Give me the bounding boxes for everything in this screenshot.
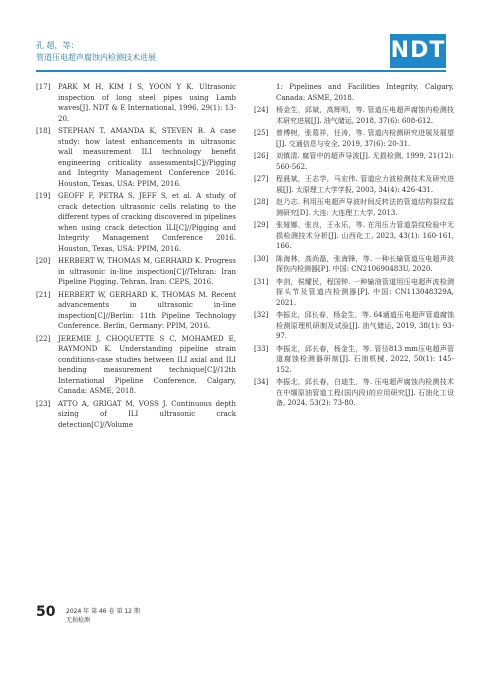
reference-text: 陈海林，高尚磊，张海锋，等. 一种长输管道压电超声波探伤内检测器[P]. 中国: CN210690483U, 2020.: [276, 254, 454, 273]
reference-number: [26]: [254, 152, 269, 160]
reference-text: HERBERT W, THOMAS M, GERHARD K. Progress in ultrasonic in-line inspection[C]//Tehran: Iran Pipeline Pigging. Tehran, Iran: CEPS, 2016.: [58, 257, 236, 286]
reference-text: 杨金生，邱斌，高辉明，等. 管道压电超声腐蚀内检测技术研究进展[J]. 油气储运, 2018, 37(6): 608-612.: [276, 106, 454, 125]
reference-item: [254, 277, 454, 309]
reference-number: [27]: [254, 175, 269, 183]
reference-number: [29]: [254, 221, 269, 229]
reference-text: 程晨斌，王志学，马宏伟. 管道应力波检测技术及研究进展[J]. 太原理工大学学报, 2003, 34(4): 426-431.: [276, 175, 454, 194]
reference-number: [18]: [36, 127, 51, 135]
reference-item: [36, 191, 236, 254]
reference-item: [36, 126, 236, 189]
reference-text: 李剑，侯耀民，程国钟. 一种输油管道用压电超声波检测探头节及管道内检测器[P]. 中国: CN113048329A, 2021.: [276, 277, 454, 307]
header-authors: 孔 超，等：: [36, 41, 79, 50]
reference-text: PARK M H, KIM I S, YOON Y K. Ultrasonic inspection of long steel pipes using Lamb waves[J]. NDT & E International, 1996, 29(1): 13-20.: [58, 83, 236, 123]
reference-item: [254, 377, 454, 409]
journal-logo: NDT: [390, 34, 446, 68]
reference-item: [254, 254, 454, 275]
issue-info: 2024 年 第 46 卷 第 12 期: [66, 608, 140, 615]
reference-text: HERBERT W, GERHARD K, THOMAS M. Recent advancements in ultrasonic in-line inspection[C]//Berlin: 11th Pipeline Technology Conference. Berlin, Germany: PPIM, 2016.: [58, 290, 236, 330]
reference-text: 李振北，邱长春，杨金生，等. 管径813 mm压电超声管道腐蚀检测器研制[J]. 石油机械, 2022, 50(1): 145-152.: [276, 344, 454, 374]
reference-item: [254, 197, 454, 218]
reference-text: GEOFF F, PETRA S, JEFF S, et al. A study of crack detection ultrasonic cells relating to the different types of cracking discovered in pipelines when using crack detection ILI[C]//Pigging and Integrity Management Conference 2016. Houston, Texas, USA: PPIM, 2016.: [58, 192, 236, 253]
page-footer: [36, 604, 236, 644]
reference-text: 刘镇清. 腐管中的超声导波[J]. 无损检测, 1999, 21(12): 560-562.: [276, 152, 454, 171]
page-number: 50: [36, 604, 56, 620]
reference-number: [30]: [254, 254, 269, 263]
reference-text: STEPHAN T, AMANDA K, STEVEN B. A case study: how latest enhancements in ultrasonic wall measurement ILI technology benefit engineering criticality assessments[C]//Pigging and Integrity Management Conference 2016. Houston, Texas, USA: PPIM, 2016.: [58, 127, 236, 188]
reference-number: [32]: [254, 311, 269, 319]
reference-number: [23]: [36, 399, 51, 408]
reference-item: [36, 82, 236, 124]
reference-text: JEREMIE J, CHOQUETTE S C, MOHAMED E, RAYMOND K. Understanding pipeline strain conditions-case studies between ILI axial and ILI bending measurement technique[C]//12th International Pipeline Conference. Calgary, Canada: ASME, 2018.: [58, 334, 236, 395]
reference-number: [25]: [254, 129, 269, 137]
reference-number: [28]: [254, 198, 269, 206]
reference-text: 李振北，邱长春，杨金生，等. 64通道压电超声管道腐蚀检测原理机研制及试验[J]. 油气储运, 2019, 38(1): 93-97.: [276, 311, 454, 340]
reference-text: ATTO A, GRIGAT M, VOSS J. Continuous depth sizing of ILI ultrasonic crack detection[C]//Volume: [58, 399, 236, 429]
reference-number: [20]: [36, 257, 51, 265]
reference-text: 曾傅树，张葛祥，任涛，等. 管道内检测研究进展及展望[J]. 交通信息与安全, 2019, 37(6): 20-31.: [276, 129, 454, 148]
reference-text: 张娅娜，张良，王永乐，等. 在用压力管道裂纹检验中无损检测技术分析[J]. 山西化工, 2023, 43(1): 160-161, 166.: [276, 221, 454, 250]
reference-item: [36, 399, 236, 431]
header-running-title: 管道压电超声腐蚀内检测技术进展: [36, 53, 156, 62]
reference-text: 赵乃志. 利用压电超声导波时间反转法的管道结构裂纹监测研究[D]. 大连: 大连理工大学, 2013.: [276, 198, 454, 217]
reference-item: [254, 310, 454, 342]
page-header: [36, 34, 446, 70]
reference-continuation: 1: Pipelines and Facilities Integrity. Calgary, Canada: ASME, 2018.: [276, 83, 454, 102]
reference-item: [36, 256, 236, 288]
reference-number: [19]: [36, 192, 51, 200]
reference-text: 李振北，邱长春，白迪生，等. 压电超声腐蚀内检测技术在中缅原油管道工程(国内段)的应用研究[J]. 石油化工设备, 2024, 53(2): 73-80.: [276, 378, 454, 407]
reference-item: [36, 290, 236, 332]
reference-item: [254, 128, 454, 149]
references-left-column: [36, 82, 236, 432]
reference-number: [34]: [254, 378, 269, 386]
reference-item: [254, 174, 454, 195]
reference-item: [254, 151, 454, 172]
reference-item: [254, 344, 454, 376]
journal-name: 无损检测: [66, 617, 91, 624]
reference-number: [22]: [36, 334, 51, 343]
reference-item: [36, 334, 236, 397]
reference-item: [254, 105, 454, 126]
reference-number: [33]: [254, 344, 269, 353]
header-divider: [36, 70, 446, 72]
reference-number: [31]: [254, 277, 269, 286]
references-right-column: [254, 82, 454, 411]
reference-number: [17]: [36, 83, 51, 91]
reference-number: [24]: [254, 106, 269, 114]
reference-number: [21]: [36, 290, 51, 299]
reference-item: [254, 220, 454, 252]
